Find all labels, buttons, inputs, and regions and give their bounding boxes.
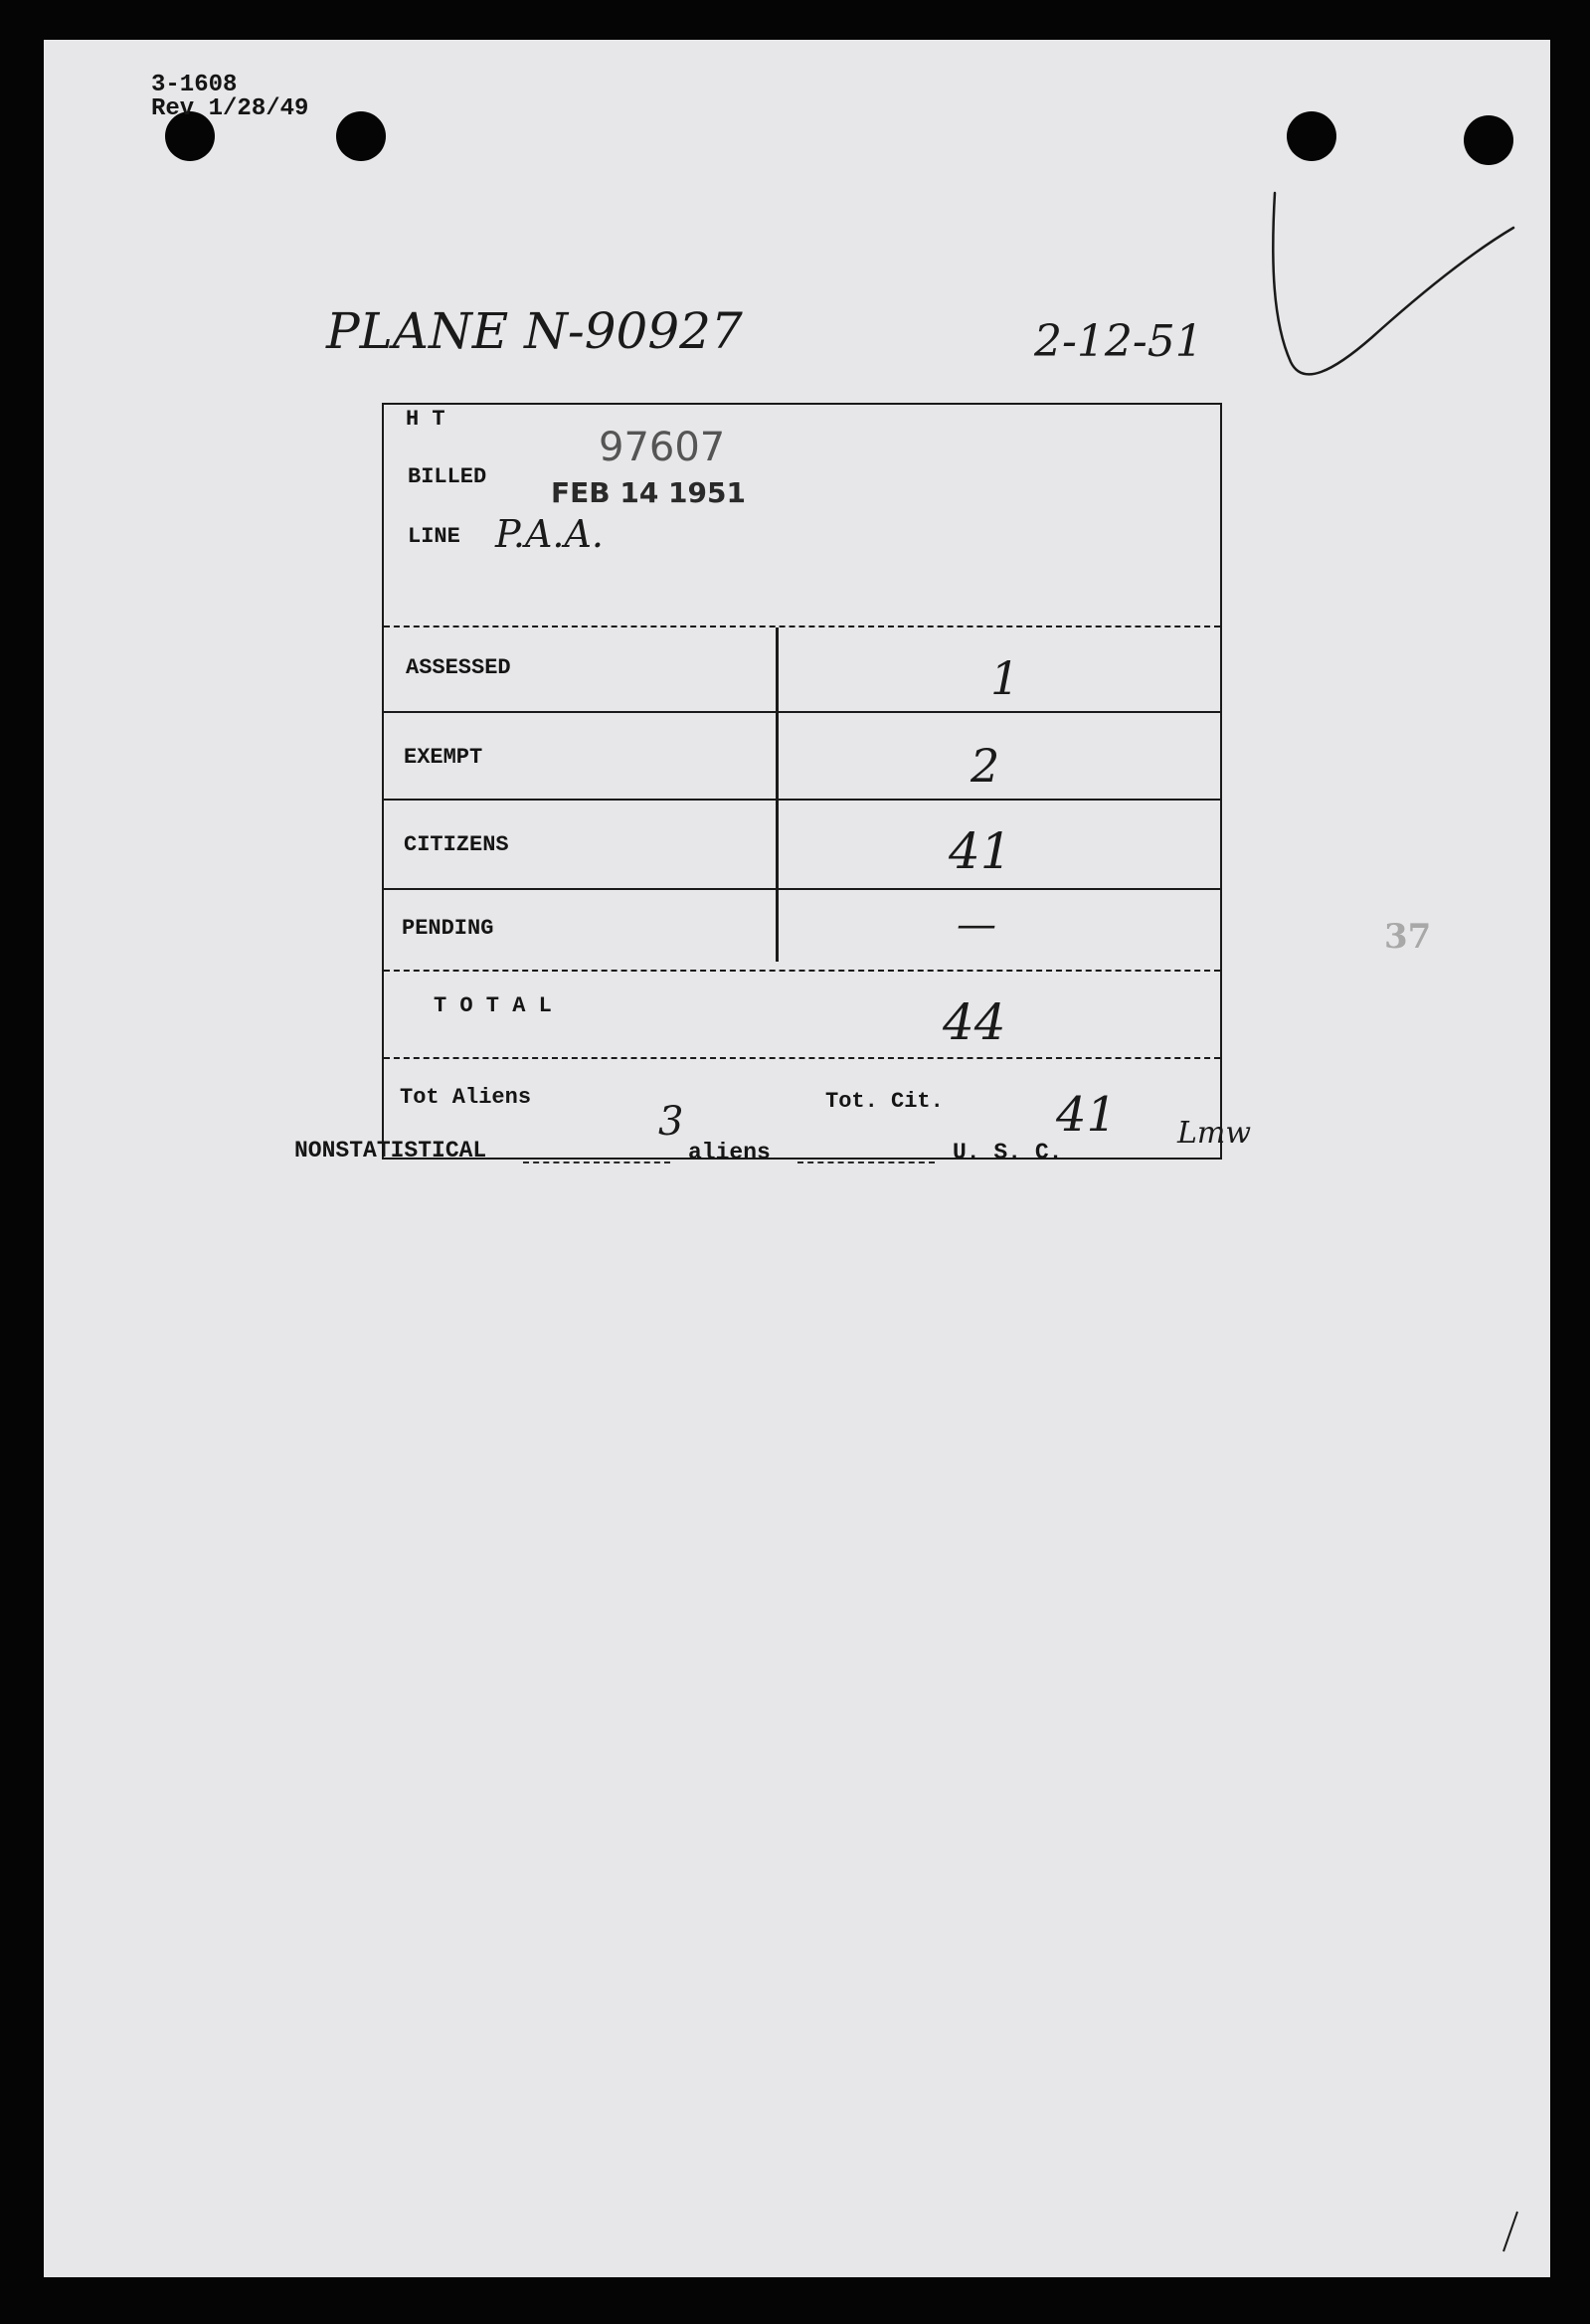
row-divider [384, 711, 1220, 713]
billed-label: BILLED [408, 464, 487, 489]
pending-label: PENDING [402, 916, 494, 941]
stamp-number: 97607 [599, 425, 726, 470]
aliens-blank [797, 1162, 935, 1163]
flight-date: 2-12-51 [1034, 316, 1203, 367]
citizens-value: 41 [949, 822, 1012, 880]
check-mark-icon [1263, 173, 1521, 412]
total-aliens-label: Tot Aliens [400, 1085, 532, 1110]
punch-hole [1287, 111, 1336, 161]
line-label: LINE [408, 524, 460, 549]
margin-number: 37 [1384, 917, 1432, 957]
exempt-label: EXEMPT [404, 745, 483, 770]
line-value: P.A.A. [495, 512, 604, 556]
document-page [44, 40, 1550, 2277]
pending-value: — [957, 902, 996, 948]
punch-hole [336, 111, 386, 161]
row-divider [384, 970, 1220, 972]
total-value: 44 [943, 993, 1006, 1051]
exempt-value: 2 [971, 739, 1000, 793]
assessed-label: ASSESSED [406, 655, 511, 680]
stamp-date: FEB 14 1951 [551, 476, 746, 509]
ht-label: H T [406, 407, 445, 432]
usc-label: U. S. C. [953, 1140, 1063, 1165]
nonstatistical-label: NONSTATISTICAL [294, 1138, 487, 1163]
form-revision: Rev 1/28/49 [151, 95, 309, 122]
row-divider [384, 1057, 1220, 1059]
total-citizens-value: 41 [1056, 1087, 1118, 1143]
total-citizens-label: Tot. Cit. [825, 1089, 944, 1114]
form-number: 3-1608 [151, 72, 238, 98]
column-divider [776, 627, 779, 962]
aliens-label: aliens [688, 1140, 771, 1165]
corner-mark-icon [1496, 2208, 1525, 2257]
row-divider [384, 626, 1220, 627]
plane-number: PLANE N-90927 [326, 302, 743, 360]
manifest-form [382, 403, 1222, 1160]
citizens-label: CITIZENS [404, 832, 509, 857]
total-label: T O T A L [434, 993, 552, 1018]
nonstatistical-blank [523, 1162, 670, 1163]
punch-hole [1464, 115, 1513, 165]
initials: Lmw [1177, 1116, 1252, 1151]
assessed-value: 1 [990, 651, 1020, 705]
row-divider [384, 799, 1220, 801]
row-divider [384, 888, 1220, 890]
total-aliens-value: 3 [658, 1099, 684, 1145]
